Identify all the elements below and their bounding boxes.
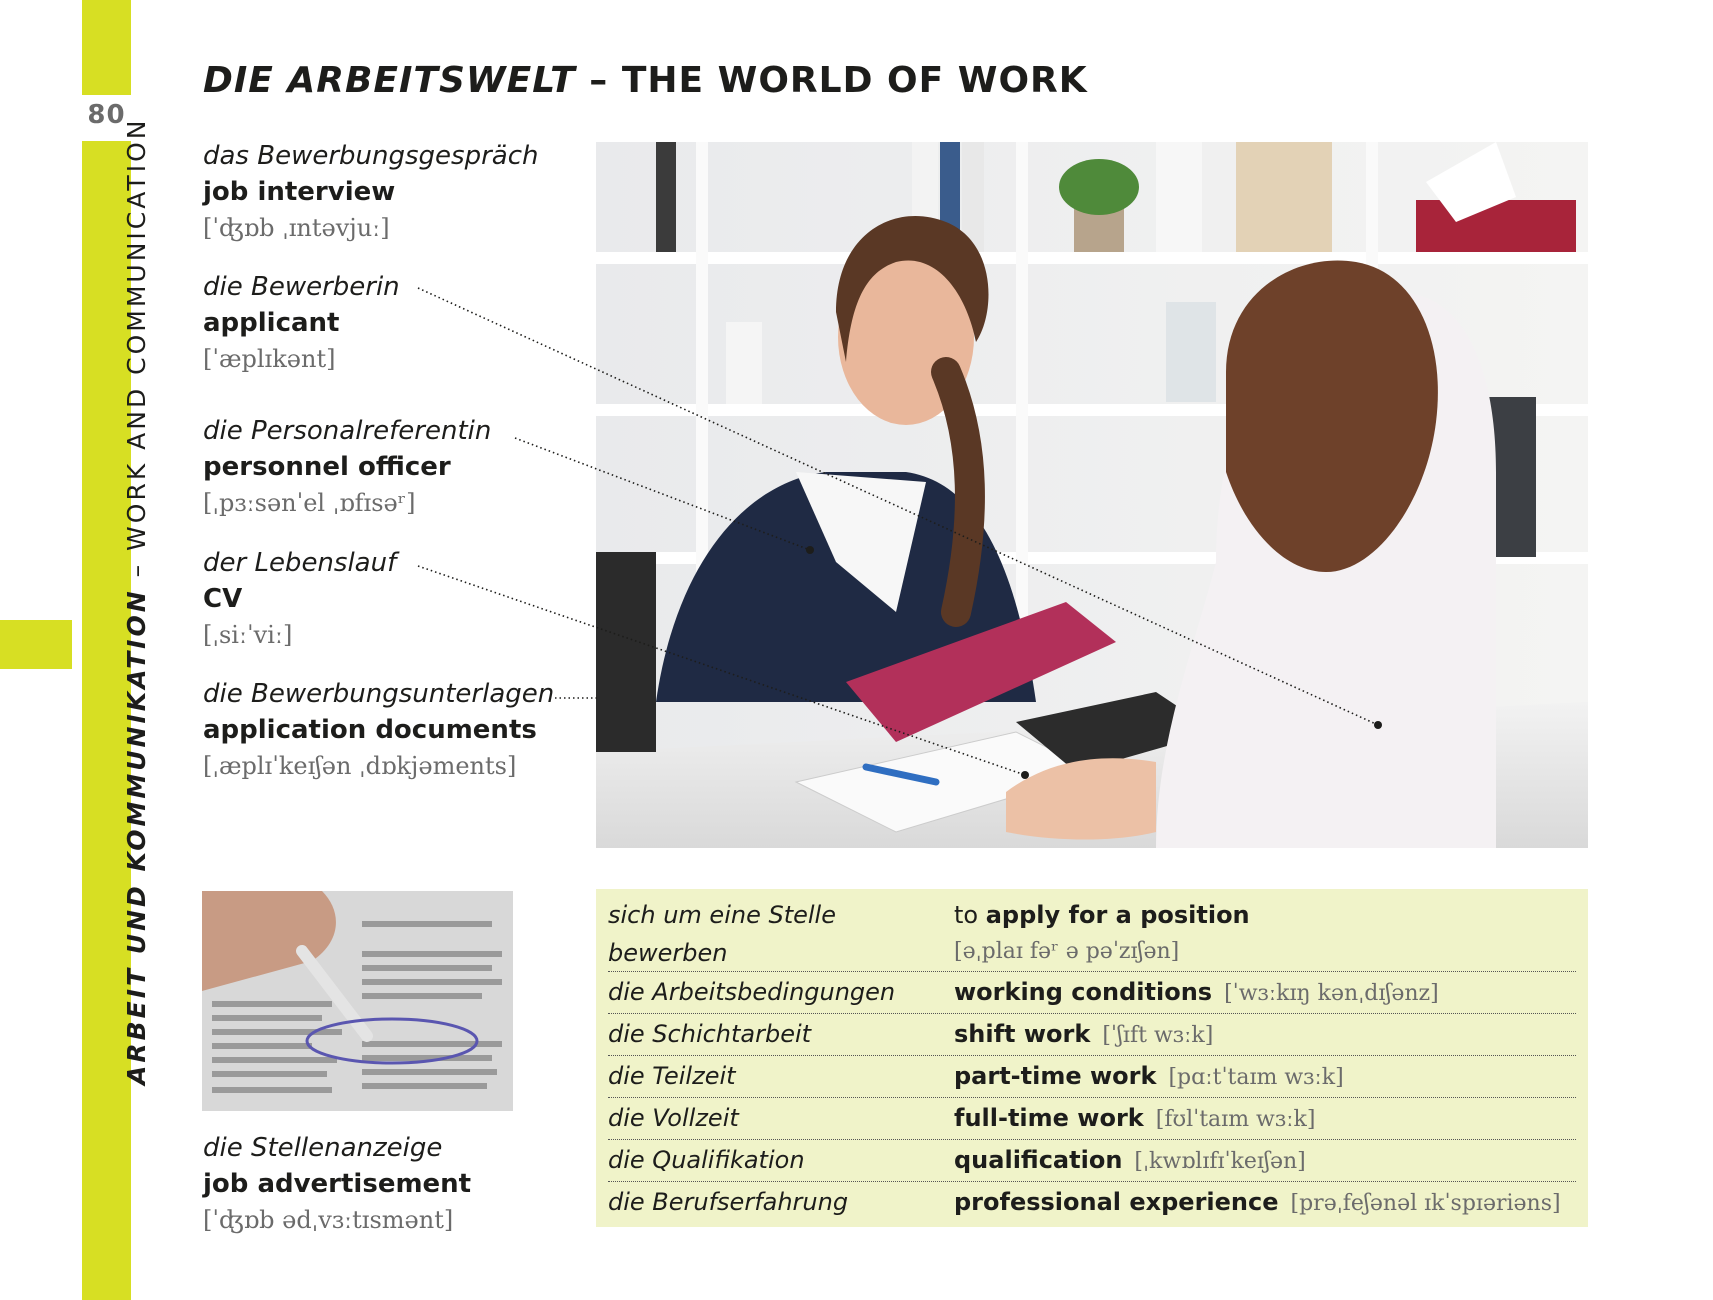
vocab-pronunciation: [pɑːtˈtaɪm wɜːk]: [1168, 1065, 1344, 1090]
vocab-entry-job-advertisement: [203, 1130, 603, 1238]
entry-pronunciation: [ˌsiːˈviː]: [203, 621, 293, 649]
page-title-sep: –: [575, 60, 622, 101]
vocab-german: die Teilzeit: [608, 1062, 736, 1090]
entry-english: personnel officer: [203, 452, 451, 482]
entry-english: job advertisement: [203, 1169, 472, 1199]
vocab-row: [608, 972, 1576, 1014]
vocab-pronunciation: [fʊlˈtaɪm wɜːk]: [1155, 1107, 1316, 1132]
vocab-english: [954, 1188, 1561, 1216]
vocab-entry-personnel-officer: [203, 413, 603, 521]
entry-pronunciation: [ˈæplɪkənt]: [203, 345, 336, 373]
vocab-english: [954, 1146, 1306, 1174]
vocab-german: die Qualifikation: [608, 1146, 805, 1174]
vocab-german-cont: bewerben: [608, 939, 728, 967]
vocabulary-table: [596, 889, 1588, 1227]
entry-english: application documents: [203, 715, 537, 745]
vocab-pronunciation: [ˌkwɒlɪfɪˈkeɪʃən]: [1134, 1149, 1306, 1174]
vocab-pronunciation: [əˌplaɪ fəʳ ə pəˈzɪʃən]: [954, 939, 1180, 964]
page-title: [203, 60, 1088, 101]
chapter-label: [122, 118, 151, 1085]
entry-german: der Lebenslauf: [203, 548, 397, 578]
vocab-german: die Berufserfahrung: [608, 1188, 849, 1216]
vocab-german: die Vollzeit: [608, 1104, 739, 1132]
entry-german: die Bewerberin: [203, 272, 400, 302]
vocab-pronunciation: [ˈwɜːkɪŋ kənˌdɪʃənz]: [1224, 981, 1439, 1006]
vocab-english-main: full-time work: [954, 1104, 1144, 1132]
vocab-row: [608, 1098, 1576, 1140]
vocab-english-main: working conditions: [954, 978, 1213, 1006]
entry-pronunciation: [ˈʤɒb ˌɪntəvjuː]: [203, 214, 390, 242]
chapter-label-sep: –: [122, 550, 151, 589]
vocab-english-main: apply for a position: [985, 901, 1250, 929]
vocab-german: die Arbeitsbedingungen: [608, 978, 896, 1006]
page-title-en: THE WORLD OF WORK: [621, 60, 1088, 101]
vocab-english-prefix: to: [954, 901, 986, 929]
chapter-tab: [0, 620, 72, 669]
vocab-entry-application-documents: [203, 676, 603, 784]
vocab-english-main: qualification: [954, 1146, 1123, 1174]
vocab-english: [954, 1062, 1344, 1090]
vocab-german: die Schichtarbeit: [608, 1020, 812, 1048]
page-title-de: DIE ARBEITSWELT: [203, 60, 576, 101]
vocab-english: [954, 978, 1439, 1006]
chapter-label-de: ARBEIT UND KOMMUNIKATION: [122, 588, 151, 1085]
vocab-entry-cv: [203, 545, 603, 653]
entry-pronunciation: [ˌpɜːsənˈel ˌɒfɪsəʳ]: [203, 489, 416, 517]
entry-german: die Stellenanzeige: [203, 1133, 443, 1163]
entry-english: CV: [203, 584, 243, 614]
entry-english: job interview: [203, 177, 396, 207]
entry-pronunciation: [ˈʤɒb ədˌvɜːtɪsmənt]: [203, 1206, 454, 1234]
vocab-english-main: part-time work: [954, 1062, 1157, 1090]
vocab-row: [608, 1182, 1576, 1223]
vocab-english: [954, 1020, 1213, 1048]
accent-band-top: [82, 0, 131, 95]
vocab-pronunciation: [prəˌfeʃənəl ɪkˈspɪəriəns]: [1290, 1191, 1561, 1216]
entry-german: die Bewerbungsunterlagen: [203, 679, 555, 709]
entry-german: das Bewerbungsgespräch: [203, 141, 539, 171]
vocab-entry-job-interview: [203, 138, 603, 246]
job-advertisement-photo: [202, 891, 513, 1111]
vocab-english-main: shift work: [954, 1020, 1091, 1048]
vocab-english: [954, 1104, 1315, 1132]
vocab-german: sich um eine Stelle: [608, 901, 836, 929]
entry-german: die Personalreferentin: [203, 416, 492, 446]
vocab-row: [608, 1140, 1576, 1182]
vocab-entry-applicant: [203, 269, 603, 377]
entry-english: applicant: [203, 308, 340, 338]
job-interview-photo: [596, 142, 1588, 848]
entry-pronunciation: [ˌæplɪˈkeɪʃən ˌdɒkjəments]: [203, 752, 517, 780]
chapter-label-en: WORK AND COMMUNICATION: [122, 117, 151, 551]
vocab-english-main: professional experience: [954, 1188, 1279, 1216]
vocab-row: [608, 1056, 1576, 1098]
page-number: 80: [87, 100, 126, 130]
vocab-pronunciation: [ˈʃɪft wɜːk]: [1102, 1023, 1214, 1048]
vocab-row: [608, 901, 1576, 972]
vocab-english: [954, 901, 1250, 929]
vocab-row: [608, 1014, 1576, 1056]
